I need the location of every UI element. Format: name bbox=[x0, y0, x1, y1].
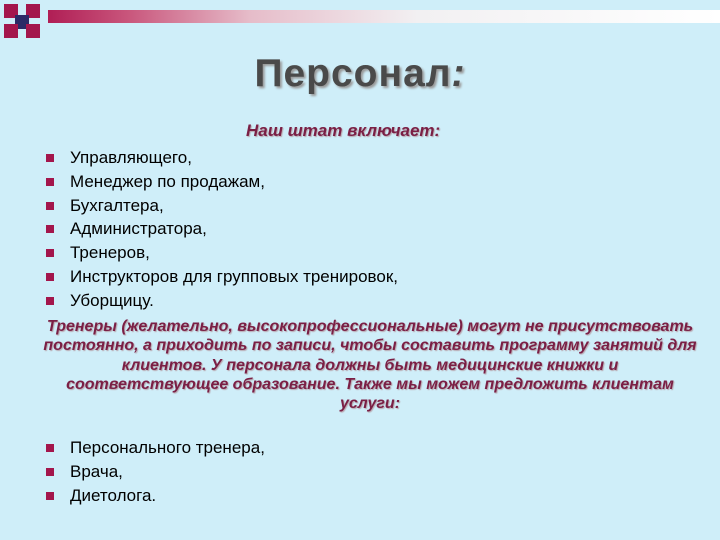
square-bullet-icon bbox=[46, 178, 54, 186]
corner-square bbox=[4, 24, 18, 38]
list-item-label: Инструкторов для групповых тренировок, bbox=[70, 266, 399, 286]
square-bullet-icon bbox=[46, 202, 54, 210]
list-item-label: Тренеров, bbox=[70, 243, 150, 263]
square-bullet-icon bbox=[46, 273, 54, 281]
service-list-item bbox=[46, 484, 265, 508]
square-bullet-icon bbox=[46, 468, 54, 476]
slide-title-colon: : bbox=[451, 52, 466, 95]
square-bullet-icon bbox=[46, 297, 54, 305]
staff-list-item bbox=[46, 170, 398, 194]
trainers-paragraph: Тренеры (желательно, высокопрофессиональные) могут не присутствовать постоянно, а приходить по записи, чтобы составить программу занятий для клиентов. У персонала должны быть медицинские книжки и соответствующее образование. Также мы можем предложить клиентам услуги: bbox=[43, 318, 697, 413]
square-bullet-icon bbox=[46, 225, 54, 233]
list-item-label: Диетолога. bbox=[70, 485, 157, 505]
list-item-label: Менеджер по продажам, bbox=[70, 171, 265, 191]
staff-list-item bbox=[46, 217, 398, 241]
service-list-item bbox=[46, 436, 265, 460]
square-bullet-icon bbox=[46, 154, 54, 162]
staff-list-item bbox=[46, 265, 398, 289]
staff-list-item bbox=[46, 289, 398, 313]
square-bullet-icon bbox=[46, 249, 54, 257]
staff-list-item bbox=[46, 241, 398, 265]
list-item-label: Бухгалтера, bbox=[70, 195, 164, 215]
list-item-label: Управляющего, bbox=[70, 148, 192, 167]
corner-square bbox=[26, 24, 40, 38]
staff-list-item bbox=[46, 194, 398, 218]
staff-intro-heading: Наш штат включает: bbox=[246, 121, 441, 140]
square-bullet-icon bbox=[46, 492, 54, 500]
slide-title-text: Персонал bbox=[254, 52, 452, 95]
list-item-label: Уборщицу. bbox=[70, 290, 154, 310]
service-list-item bbox=[46, 460, 265, 484]
header-gradient-band bbox=[48, 10, 720, 23]
staff-list-item bbox=[46, 146, 398, 170]
list-item-label: Персонального тренера, bbox=[70, 438, 265, 457]
staff-list bbox=[46, 146, 398, 313]
list-item-label: Врача, bbox=[70, 461, 123, 481]
services-list bbox=[46, 436, 265, 507]
square-bullet-icon bbox=[46, 444, 54, 452]
list-item-label: Администратора, bbox=[70, 219, 207, 239]
slide-title bbox=[0, 52, 720, 96]
